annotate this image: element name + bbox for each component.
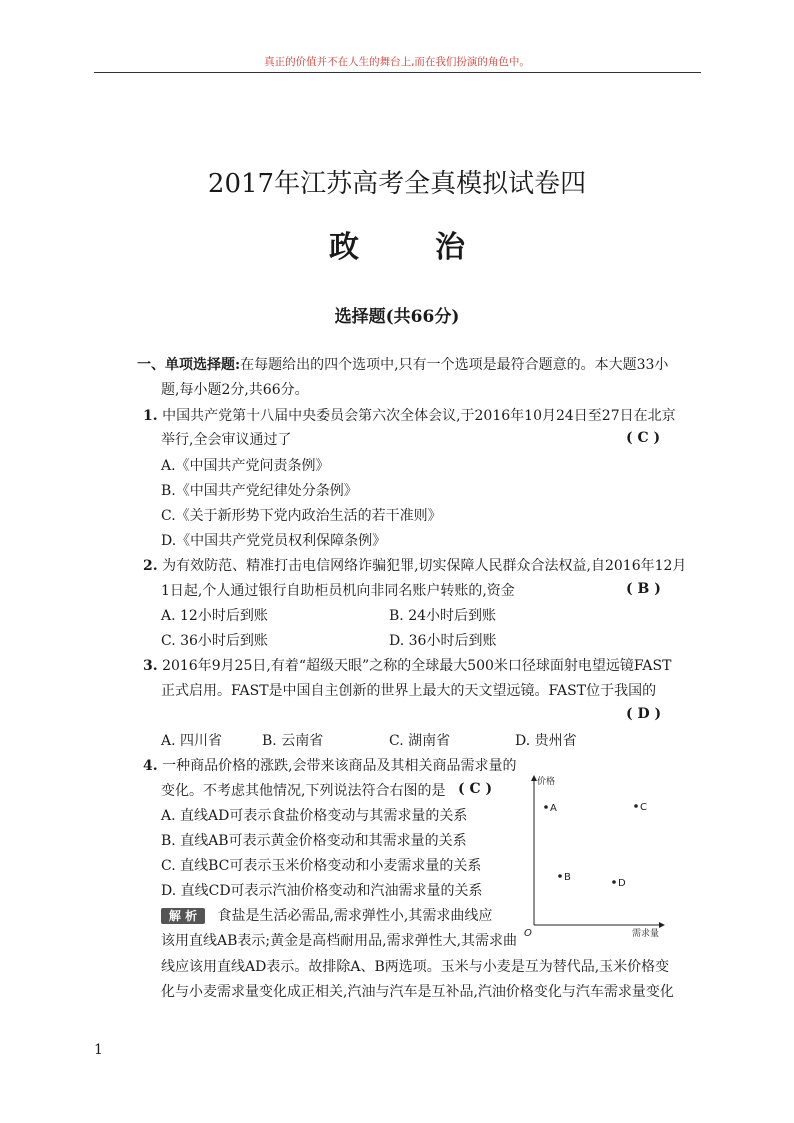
question-3-number: 3. <box>143 658 158 674</box>
exam-title: 2017年江苏高考全真模拟试卷四 <box>207 169 587 199</box>
question-3-stem-text-1: 2016年9月25日,有着“超级天眼”之称的全球最大500米口径球面射电望远镜FAST <box>162 658 672 674</box>
instruction-text-1: 在每题给出的四个选项中,只有一个选项是最符合题意的。本大题33小 <box>240 357 669 373</box>
origin-label: O <box>524 928 532 939</box>
instruction-lead: 一、单项选择题: <box>137 357 241 373</box>
question-3-option-a: A. 四川省 <box>161 733 223 749</box>
question-4-answer: ( C ) <box>458 781 493 797</box>
analysis-line-4: 化与小麦需求量变化成正相关,汽油与汽车是互补品,汽油价格变化与汽车需求量变化 <box>161 984 674 1000</box>
question-4-stem-1 <box>143 756 517 776</box>
question-2-stem-text-1: 为有效防范、精准打击电信网络诈骗犯罪,切实保障人民群众合法权益,自2016年12月 <box>162 558 687 574</box>
x-axis-label: 需求量 <box>632 929 660 939</box>
question-2-option-a: A. 12小时后到账 <box>161 608 268 624</box>
question-2-option-c: C. 36小时后到账 <box>161 633 268 649</box>
analysis-line-1 <box>161 906 492 926</box>
question-4-stem-text-1: 一种商品价格的涨跌,会带来该商品及其相关商品需求量的 <box>162 758 517 774</box>
question-4-option-a: A. 直线AD可表示食盐价格变动与其需求量的关系 <box>161 808 468 824</box>
question-1-option-c: C.《关于新形势下党内政治生活的若干准则》 <box>161 508 442 524</box>
analysis-line-2: 该用直线AB表示;黄金是高档耐用品,需求弹性大,其需求曲 <box>161 933 518 949</box>
question-2-stem-2: 1日起,个人通过银行自助柜员机向非同名账户转账的,资金 <box>161 583 515 599</box>
question-1-answer: ( C ) <box>626 430 661 446</box>
question-1-option-a: A.《中国共产党问责条例》 <box>161 458 330 474</box>
question-1-stem-1 <box>143 406 676 426</box>
instruction-line-1 <box>137 355 668 375</box>
question-1-option-d: D.《中国共产党党员权利保障条例》 <box>161 533 387 549</box>
question-1-stem-2: 举行,全会审议通过了 <box>161 432 292 448</box>
question-2-stem-1 <box>143 556 686 576</box>
y-axis-label: 价格 <box>537 777 556 787</box>
question-2-option-d: D. 36小时后到账 <box>389 633 497 649</box>
question-4-option-b: B. 直线AB可表示黄金价格变动和其需求量的关系 <box>161 833 467 849</box>
question-4-option-d: D. 直线CD可表示汽油价格变动和汽油需求量的关系 <box>161 883 483 899</box>
point-a-label: A <box>550 803 557 814</box>
header-motto: 真正的价值并不在人生的舞台上,而在我们扮演的角色中。 <box>264 56 530 68</box>
question-4-number: 4. <box>143 758 158 774</box>
question-1-option-b: B.《中国共产党纪律处分条例》 <box>161 483 358 499</box>
question-4-option-c: C. 直线BC可表示玉米价格变动和小麦需求量的关系 <box>161 858 482 874</box>
question-3-stem-1 <box>143 656 671 676</box>
exam-subject: 政治 <box>329 230 541 265</box>
point-c-label: C <box>640 802 647 813</box>
question-3-option-d: D. 贵州省 <box>515 733 577 749</box>
price-demand-figure <box>520 760 670 945</box>
point-b <box>558 874 562 878</box>
question-2-number: 2. <box>143 558 158 574</box>
question-3-answer: ( D ) <box>626 706 662 722</box>
question-3-stem-2: 正式启用。FAST是中国自主创新的世界上最大的天文望远镜。FAST位于我国的 <box>161 683 657 699</box>
question-3-option-b: B. 云南省 <box>262 733 324 749</box>
point-b-label: B <box>564 872 571 883</box>
question-2-option-b: B. 24小时后到账 <box>389 608 497 624</box>
analysis-text-1: 食盐是生活必需品,需求弹性小,其需求曲线应 <box>217 908 493 924</box>
section-title: 选择题(共66分) <box>334 307 460 327</box>
point-c <box>634 804 638 808</box>
question-4-stem-2: 变化。不考虑其他情况,下列说法符合右图的是 <box>161 783 446 799</box>
question-1-number: 1. <box>143 408 158 424</box>
point-d-label: D <box>618 878 626 889</box>
question-1-stem-text-1: 中国共产党第十八届中央委员会第六次全体会议,于2016年10月24日至27日在北京 <box>162 408 676 424</box>
point-a <box>544 805 548 809</box>
analysis-line-3: 线应该用直线AD表示。故排除A、B两选项。玉米与小麦是互为替代品,玉米价格变 <box>161 959 670 975</box>
question-2-answer: ( B ) <box>626 581 661 597</box>
question-3-option-c: C. 湖南省 <box>389 733 451 749</box>
instruction-line-2: 题,每小题2分,共66分。 <box>161 382 309 398</box>
header-divider <box>94 72 701 73</box>
analysis-badge: 解 析 <box>161 908 205 924</box>
point-d <box>612 880 616 884</box>
page-number: 1 <box>94 1042 103 1058</box>
